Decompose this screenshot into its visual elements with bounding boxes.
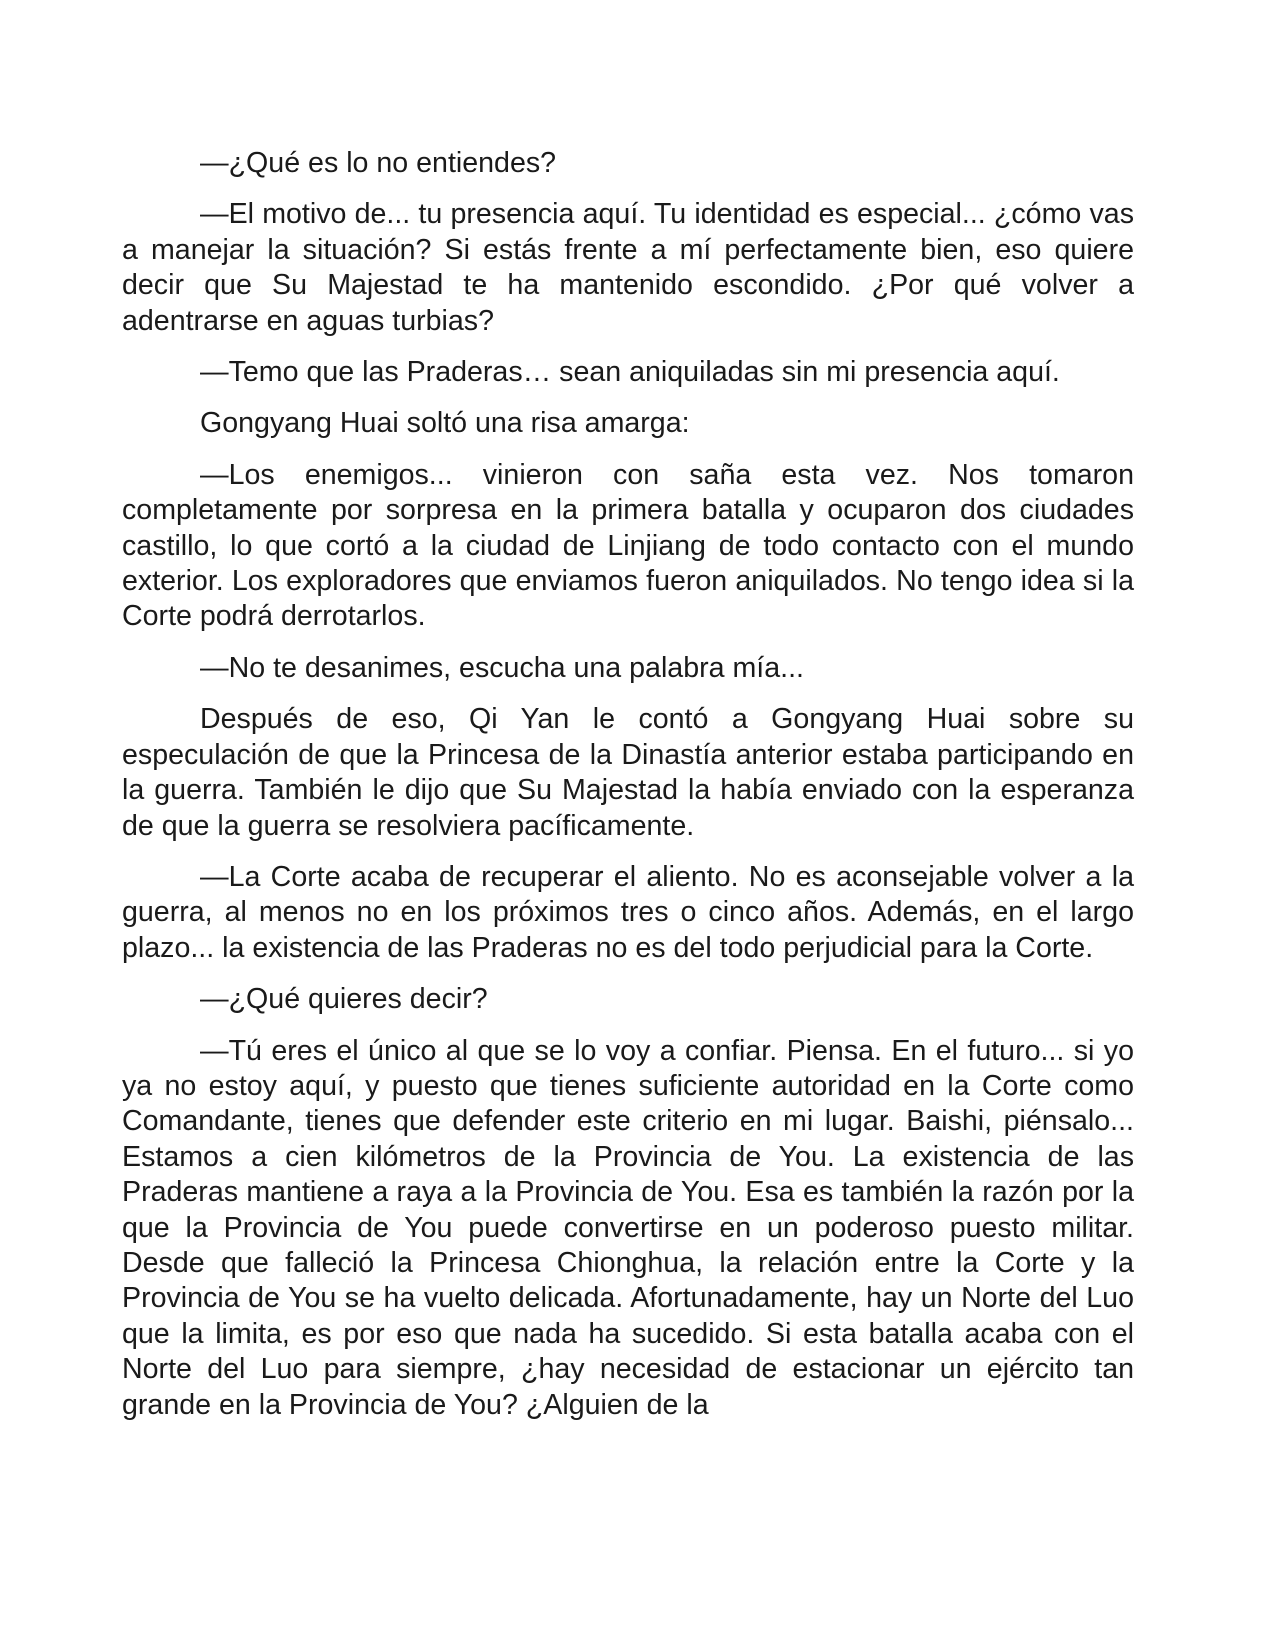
paragraph: Después de eso, Qi Yan le contó a Gongyang Huai sobre su especulación de que la Princesa de la Dinastía anterior estaba participando en la guerra. También le dijo que Su Majestad la había enviado con la esperanza de que la guerra se resolviera pacíficamente. [122, 703, 1134, 842]
paragraph: —Temo que las Praderas… sean aniquiladas sin mi presencia aquí. [200, 356, 1060, 389]
paragraph: —Tú eres el único al que se lo voy a confiar. Piensa. En el futuro... si yo ya no estoy aquí, y puesto que tienes suficiente autoridad en la Corte como Comandante, tienes que defender este criterio en mi lugar. Baishi, piénsalo... Estamos a cien kilómetros de la Provincia de You. La existencia de las Praderas mantiene a raya a la Provincia de You. Esa es también la razón por la que la Provincia de You puede convertirse en un poderoso puesto militar. Desde que falleció la Princesa Chionghua, la relación entre la Corte y la Provincia de You se ha vuelto delicada. Afortunadamente, hay un Norte del Luo que la limita, es por eso que nada ha sucedido. Si esta batalla acaba con el Norte del Luo para siempre, ¿hay necesidad de estacionar un ejército tan grande en la Provincia de You? ¿Alguien de la [122, 1034, 1134, 1421]
paragraph: —¿Qué quieres decir? [200, 983, 488, 1016]
paragraph: —¿Qué es lo no entiendes? [200, 147, 557, 179]
paragraph: —La Corte acaba de recuperar el aliento. No es aconsejable volver a la guerra, al menos no en los próximos tres o cinco años. Además, en el largo plazo... la existencia de las Praderas no es del todo perjudicial para la Corte. [122, 860, 1134, 964]
document-page [122, 146, 1134, 1439]
paragraph: —El motivo de... tu presencia aquí. Tu identidad es especial... ¿cómo vas a manejar la situación? Si estás frente a mí perfectamente bien, eso quiere decir que Su Majestad te ha mantenido escondido. ¿Por qué volver a adentrarse en aguas turbias? [122, 198, 1134, 337]
paragraph: Gongyang Huai soltó una risa amarga: [200, 407, 690, 440]
paragraph: —Los enemigos... vinieron con saña esta vez. Nos tomaron completamente por sorpresa en la primera batalla y ocuparon dos ciudades castillo, lo que cortó a la ciudad de Linjiang de todo contacto con el mundo exterior. Los exploradores que enviamos fueron aniquilados. No tengo idea si la Corte podrá derrotarlos. [122, 458, 1134, 633]
paragraph: —No te desanimes, escucha una palabra mía... [200, 651, 804, 684]
